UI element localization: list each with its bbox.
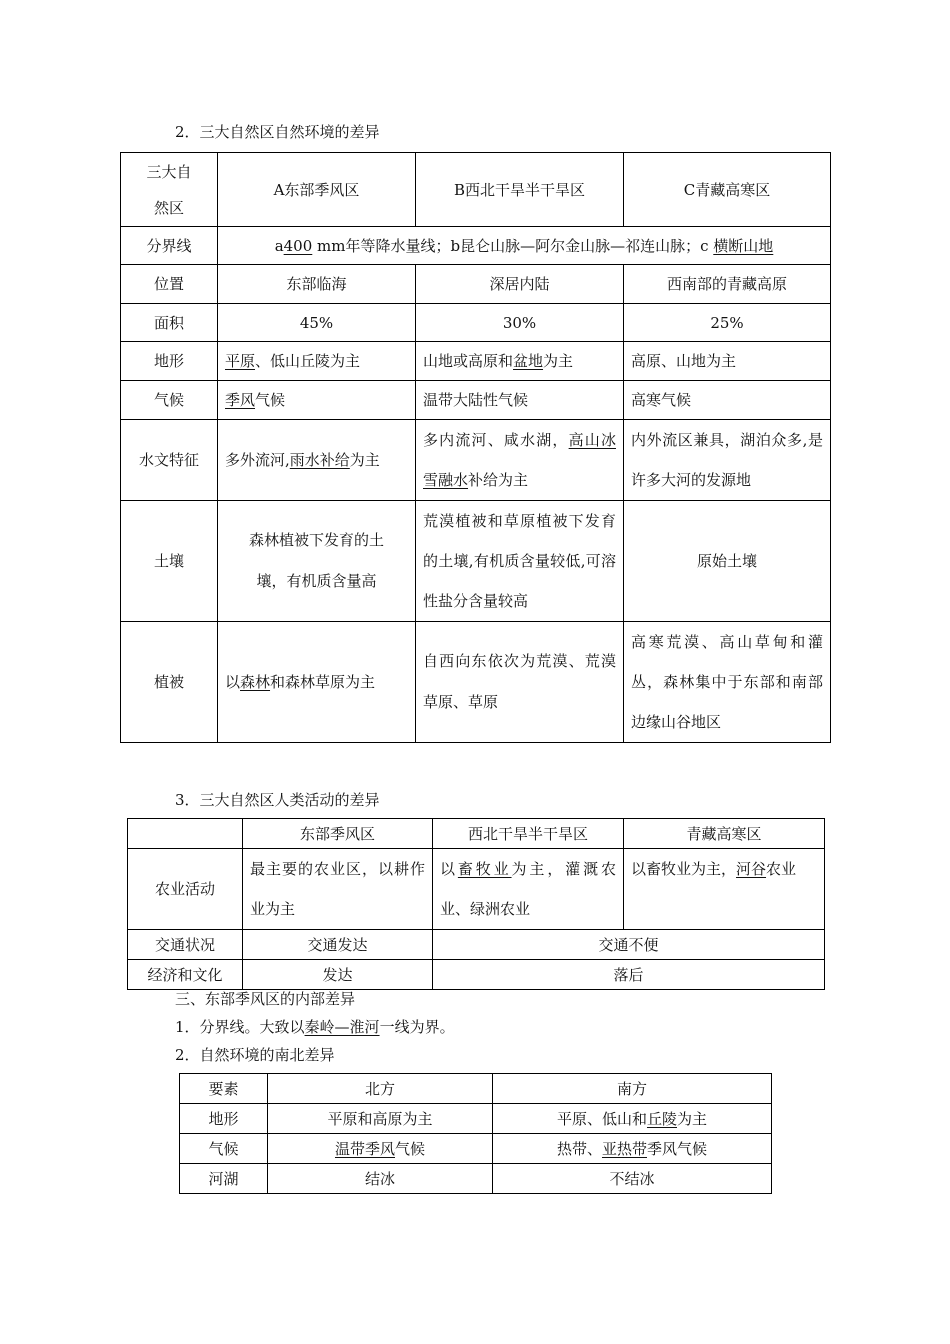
cell: 多外流河,雨水补给为主 [218,420,416,501]
cell: 落后 [433,960,825,990]
cell: 高寒气候 [624,381,831,420]
row-label-economy: 经济和文化 [128,960,243,990]
header-element: 要素 [180,1074,268,1104]
header-northwest: 西北干旱半干旱区 [433,819,624,849]
cell: 西南部的青藏高原 [624,265,831,304]
cell: 平原、低山丘陵为主 [218,342,416,381]
cell: 东部临海 [218,265,416,304]
cell: 高寒荒漠、高山草甸和灌丛，森林集中于东部和南部边缘山谷地区 [624,622,831,743]
header-qinghai-tibet: C青藏高寒区 [624,153,831,227]
row-label-soil: 土壤 [121,501,218,622]
row-label-transport: 交通状况 [128,930,243,960]
cell: 多内流河、咸水湖，高山冰雪融水补给为主 [416,420,624,501]
row-label-location: 位置 [121,265,218,304]
section-heading: 2．三大自然区自然环境的差异 [175,123,380,141]
header-east: 东部季风区 [243,819,433,849]
row-label-vegetation: 植被 [121,622,218,743]
north-south-table [179,1073,772,1194]
cell: 平原、低山和丘陵为主 [493,1104,772,1134]
row-label-climate: 气候 [180,1134,268,1164]
header-north: 北方 [268,1074,493,1104]
human-activity-table [127,818,825,990]
cell: 发达 [243,960,433,990]
cell: 交通不便 [433,930,825,960]
natural-environment-table [120,152,831,743]
cell: 内外流区兼具，湖泊众多,是许多大河的发源地 [624,420,831,501]
list-item: 1．分界线。大致以秦岭—淮河一线为界。 [175,1018,455,1036]
section-heading: 三、东部季风区的内部差异 [175,990,356,1008]
header-qinghai-tibet: 青藏高寒区 [624,819,825,849]
cell: 以畜牧业为主，灌溉农业、绿洲农业 [433,849,624,930]
cell: 热带、亚热带季风气候 [493,1134,772,1164]
cell: 温带大陆性气候 [416,381,624,420]
cell: 深居内陆 [416,265,624,304]
cell: 森林植被下发育的土壤，有机质含量高 [218,501,416,622]
cell: 结冰 [268,1164,493,1194]
cell: 30% [416,304,624,342]
row-label-boundary: 分界线 [121,227,218,265]
header-blank [128,819,243,849]
cell: 25% [624,304,831,342]
list-item: 2．自然环境的南北差异 [175,1046,335,1064]
cell: 最主要的农业区，以耕作业为主 [243,849,433,930]
cell: 交通发达 [243,930,433,960]
cell: 不结冰 [493,1164,772,1194]
row-label-agriculture: 农业活动 [128,849,243,930]
header-rowlabel: 三大自然区 [121,153,218,227]
cell: 平原和高原为主 [268,1104,493,1134]
cell: 以畜牧业为主，河谷农业 [624,849,825,930]
cell: 高原、山地为主 [624,342,831,381]
cell: 山地或高原和盆地为主 [416,342,624,381]
row-label-area: 面积 [121,304,218,342]
header-east-monsoon: A东部季风区 [218,153,416,227]
row-label-hydrology: 水文特征 [121,420,218,501]
cell: 自西向东依次为荒漠、荒漠草原、草原 [416,622,624,743]
cell: 荒漠植被和草原植被下发育的土壤,有机质含量较低,可溶性盐分含量较高 [416,501,624,622]
header-northwest-arid: B西北干旱半干旱区 [416,153,624,227]
cell: 以森林和森林草原为主 [218,622,416,743]
row-label-landform: 地形 [121,342,218,381]
cell: 45% [218,304,416,342]
row-label-climate: 气候 [121,381,218,420]
header-south: 南方 [493,1074,772,1104]
cell: 温带季风气候 [268,1134,493,1164]
boundary-cell: a400 mm年等降水量线；b昆仑山脉—阿尔金山脉—祁连山脉；c 横断山地 [218,227,831,265]
cell: 季风气候 [218,381,416,420]
row-label-lakes: 河湖 [180,1164,268,1194]
cell: 原始土壤 [624,501,831,622]
row-label-landform: 地形 [180,1104,268,1134]
section-heading: 3．三大自然区人类活动的差异 [175,791,380,809]
